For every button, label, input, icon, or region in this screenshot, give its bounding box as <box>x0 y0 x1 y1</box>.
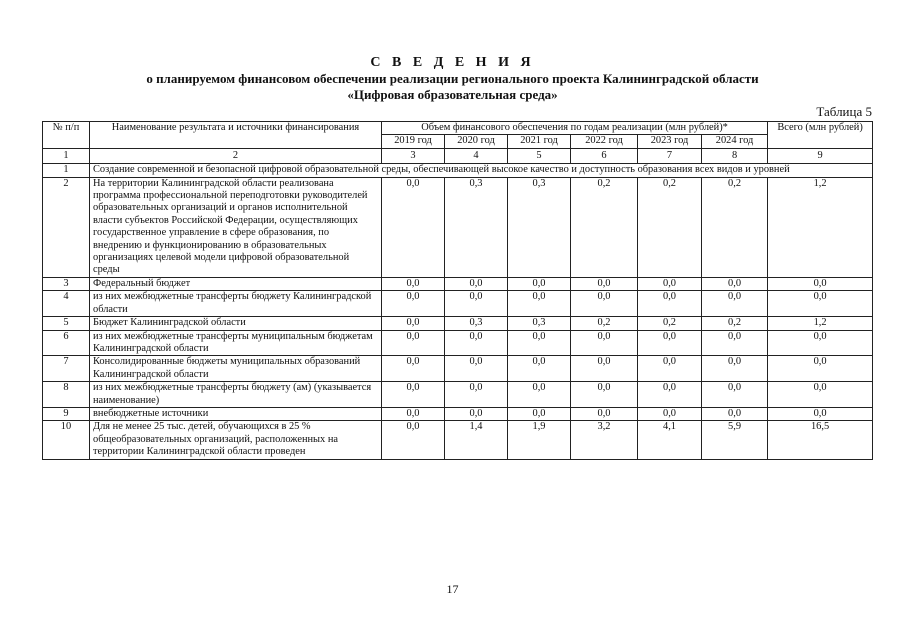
column-index: 3 <box>382 148 445 163</box>
document-subtitle <box>0 71 905 103</box>
row-value: 0,0 <box>445 330 508 356</box>
row-value: 0,2 <box>702 177 768 277</box>
row-value: 0,0 <box>445 277 508 290</box>
row-value: 0,0 <box>571 277 638 290</box>
table-row <box>43 330 873 356</box>
row-number: 5 <box>43 317 90 330</box>
row-name: из них межбюджетные трансферты муниципальным бюджетам Калининградской области <box>90 330 382 356</box>
document-title: С В Е Д Е Н И Я <box>370 55 535 70</box>
row-value: 0,2 <box>571 177 638 277</box>
row-value: 1,4 <box>445 421 508 459</box>
column-index: 8 <box>702 148 768 163</box>
row-name: Для не менее 25 тыс. детей, обучающихся в 25 % общеобразовательных организаций, расположенных на территории Калининградской области проведен <box>90 421 382 459</box>
section-text: Создание современной и безопасной цифровой образовательной среды, обеспечивающей высокое качество и доступность образования всех видов и уровней <box>90 164 873 177</box>
table-row <box>43 177 873 277</box>
financing-table <box>42 121 873 460</box>
header-row-1 <box>43 122 873 135</box>
row-value: 0,3 <box>508 177 571 277</box>
row-value: 3,2 <box>571 421 638 459</box>
table-row <box>43 407 873 420</box>
row-value: 0,0 <box>638 407 702 420</box>
row-value: 4,1 <box>638 421 702 459</box>
row-total: 0,0 <box>768 291 873 317</box>
header-year: 2022 год <box>571 135 638 148</box>
header-volume: Объем финансового обеспечения по годам реализации (млн рублей)* <box>382 122 768 135</box>
row-value: 0,0 <box>702 407 768 420</box>
subtitle-line-2: «Цифровая образовательная среда» <box>347 87 558 102</box>
header-year: 2021 год <box>508 135 571 148</box>
row-value: 0,0 <box>571 356 638 382</box>
row-number: 4 <box>43 291 90 317</box>
row-value: 0,0 <box>445 382 508 408</box>
row-value: 0,0 <box>382 291 445 317</box>
row-value: 0,0 <box>638 277 702 290</box>
row-total: 0,0 <box>768 382 873 408</box>
row-value: 5,9 <box>702 421 768 459</box>
section-row <box>43 164 873 177</box>
row-value: 0,0 <box>382 356 445 382</box>
row-value: 0,0 <box>508 382 571 408</box>
row-value: 1,9 <box>508 421 571 459</box>
row-total: 0,0 <box>768 356 873 382</box>
row-number: 1 <box>43 164 90 177</box>
row-value: 0,0 <box>571 330 638 356</box>
row-number: 6 <box>43 330 90 356</box>
row-value: 0,0 <box>445 407 508 420</box>
row-value: 0,2 <box>571 317 638 330</box>
row-value: 0,0 <box>382 277 445 290</box>
column-index: 6 <box>571 148 638 163</box>
row-value: 0,0 <box>702 291 768 317</box>
row-number: 8 <box>43 382 90 408</box>
header-year: 2023 год <box>638 135 702 148</box>
table-row <box>43 277 873 290</box>
row-value: 0,0 <box>571 407 638 420</box>
header-year: 2020 год <box>445 135 508 148</box>
table-label: Таблица 5 <box>816 104 872 119</box>
row-name: На территории Калининградской области реализована программа профессиональной переподготовки руководителей образовательных организаций и органов исполнительной власти субъектов Российской Федерации, осуществляющих государственное управление в сфере образования, по внедрению и функционированию в образовательных организациях целевой модели цифровой образовательной среды <box>90 177 382 277</box>
row-total: 0,0 <box>768 330 873 356</box>
row-value: 0,0 <box>508 277 571 290</box>
header-name: Наименование результата и источники финансирования <box>90 122 382 149</box>
column-index: 9 <box>768 148 873 163</box>
table-row <box>43 317 873 330</box>
row-value: 0,3 <box>508 317 571 330</box>
row-number: 2 <box>43 177 90 277</box>
row-value: 0,3 <box>445 177 508 277</box>
column-index: 7 <box>638 148 702 163</box>
row-value: 0,0 <box>382 317 445 330</box>
column-index: 2 <box>90 148 382 163</box>
row-total: 1,2 <box>768 317 873 330</box>
column-index-row <box>43 148 873 163</box>
row-name: из них межбюджетные трансферты бюджету Калининградской области <box>90 291 382 317</box>
table-row <box>43 291 873 317</box>
row-value: 0,0 <box>638 291 702 317</box>
row-value: 0,0 <box>638 382 702 408</box>
column-index: 1 <box>43 148 90 163</box>
row-number: 10 <box>43 421 90 459</box>
row-name: внебюджетные источники <box>90 407 382 420</box>
row-value: 0,0 <box>445 356 508 382</box>
row-value: 0,0 <box>571 291 638 317</box>
table-row <box>43 356 873 382</box>
row-number: 7 <box>43 356 90 382</box>
row-value: 0,0 <box>508 291 571 317</box>
subtitle-line-1: о планируемом финансовом обеспечении реализации регионального проекта Калининградской области <box>146 71 759 86</box>
row-value: 0,3 <box>445 317 508 330</box>
table-row <box>43 421 873 459</box>
row-total: 0,0 <box>768 407 873 420</box>
row-value: 0,0 <box>445 291 508 317</box>
row-total: 0,0 <box>768 277 873 290</box>
row-number: 9 <box>43 407 90 420</box>
row-value: 0,0 <box>382 382 445 408</box>
column-index: 4 <box>445 148 508 163</box>
row-value: 0,0 <box>382 421 445 459</box>
row-number: 3 <box>43 277 90 290</box>
header-num: № п/п <box>43 122 90 149</box>
row-total: 1,2 <box>768 177 873 277</box>
row-value: 0,2 <box>638 317 702 330</box>
header-total: Всего (млн рублей) <box>768 122 873 149</box>
row-value: 0,0 <box>702 330 768 356</box>
row-total: 16,5 <box>768 421 873 459</box>
table-row <box>43 382 873 408</box>
header-year: 2019 год <box>382 135 445 148</box>
row-value: 0,0 <box>508 330 571 356</box>
row-value: 0,0 <box>508 407 571 420</box>
row-name: Федеральный бюджет <box>90 277 382 290</box>
row-value: 0,2 <box>638 177 702 277</box>
row-value: 0,0 <box>508 356 571 382</box>
row-value: 0,0 <box>702 382 768 408</box>
row-value: 0,0 <box>702 356 768 382</box>
row-name: из них межбюджетные трансферты бюджету (ам) (указывается наименование) <box>90 382 382 408</box>
page-number: 17 <box>446 582 459 596</box>
row-value: 0,0 <box>702 277 768 290</box>
row-value: 0,0 <box>382 330 445 356</box>
header-year: 2024 год <box>702 135 768 148</box>
column-index: 5 <box>508 148 571 163</box>
row-value: 0,0 <box>638 330 702 356</box>
row-value: 0,0 <box>571 382 638 408</box>
row-value: 0,0 <box>382 177 445 277</box>
row-value: 0,0 <box>382 407 445 420</box>
row-value: 0,0 <box>638 356 702 382</box>
row-value: 0,2 <box>702 317 768 330</box>
row-name: Консолидированные бюджеты муниципальных образований Калининградской области <box>90 356 382 382</box>
row-name: Бюджет Калининградской области <box>90 317 382 330</box>
